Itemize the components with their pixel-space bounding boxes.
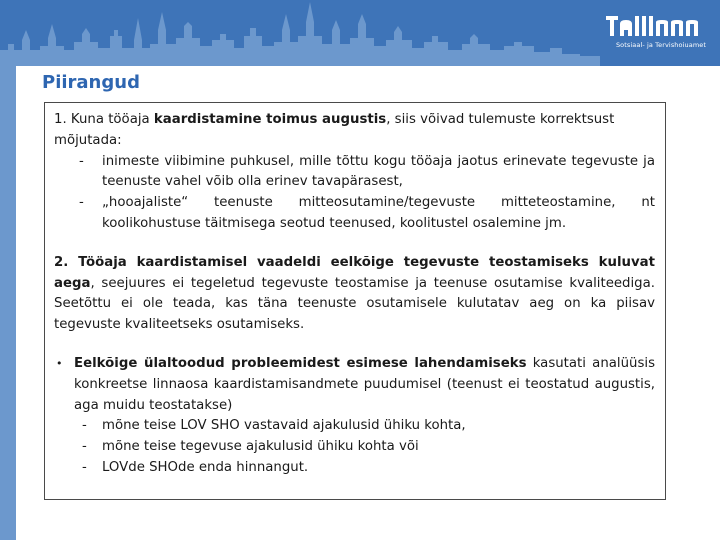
logo-subtitle: Sotsiaal- ja Tervishoiuamet	[615, 41, 706, 49]
tallinn-wordmark-icon	[606, 14, 706, 38]
p3-list-item: - mõne teise LOV SHO vastavaid ajakulusid ühiku kohta,	[82, 418, 466, 434]
p1-text-end: , siis võivad tulemuste korrektsust mõjutada:	[54, 112, 615, 148]
paragraph-2	[54, 253, 655, 336]
bullet-icon: •	[56, 356, 63, 370]
p3-bold: Eelkõige ülaltoodud probleemidest esimese lahendamiseks	[74, 355, 527, 371]
header-banner	[0, 0, 720, 66]
paragraph-1	[54, 110, 655, 152]
left-accent-bar	[0, 66, 16, 540]
p3-list-item: - mõne teise tegevuse ajakulusid ühiku kohta või	[82, 439, 419, 455]
p1-list-item: - inimeste viibimine puhkusel, mille tõttu kogu tööaja jaotus erinevate tegevuste ja teenuste vahel võib olla erinev tavapärasest,	[79, 153, 655, 190]
content-box	[44, 102, 666, 500]
city-skyline-illustration	[0, 0, 600, 66]
p3-text: kasutati analüüsis konkreetse linnaosa kaardistamisandmete puudumisel (teenust ei teostatud augustis, aga muidu teostatakse)	[74, 355, 655, 413]
p3-list-item: - LOVde SHOde enda hinnangut.	[82, 459, 309, 475]
p2-bold: 2. Tööaja kaardistamisel vaadeldi eelkõige tegevuste teostamiseks kuluvat aega	[54, 254, 655, 291]
p1-list-item: - „hooajaliste“ teenuste mitteosutamine/tegevuste mitteteostamine, nt koolikohustuse täitmisega seotud teenused, koolitustel osalemine jm.	[79, 195, 655, 231]
p2-text: , seejuures ei tegeletud tegevuste teostamise ja teenuse osutamise kvaliteediga. Seetõttu ei ole teada, kas täna teenuste osutamisele kulutatav aeg on ka piisav tegevuste kvaliteetseks osutamiseks.	[54, 275, 655, 333]
p1-number: 1.	[54, 112, 67, 127]
tallinn-logo	[606, 14, 706, 54]
page-title: Piirangud	[42, 72, 140, 93]
p1-text-start: Kuna tööaja	[70, 112, 154, 127]
p1-bold: kaardistamine toimus augustis	[153, 112, 387, 127]
paragraph-3	[54, 354, 655, 416]
